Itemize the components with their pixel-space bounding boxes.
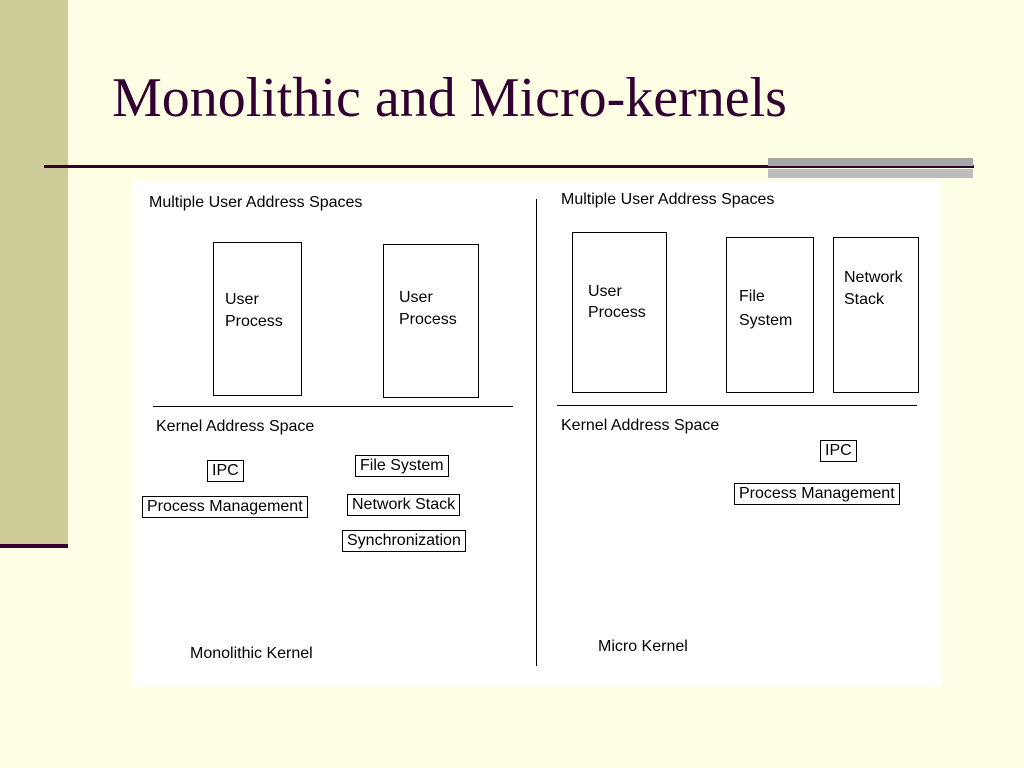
mono-space-divider xyxy=(153,406,513,407)
mono-user-box-1-line1: User xyxy=(225,291,259,308)
sidebar-band xyxy=(0,0,68,546)
mono-user-process-box-1 xyxy=(213,242,302,396)
mono-caption: Monolithic Kernel xyxy=(190,645,313,662)
micro-process-management-component: Process Management xyxy=(734,483,900,505)
mono-synchronization-component: Synchronization xyxy=(342,530,466,552)
mono-process-management-component: Process Management xyxy=(142,496,308,518)
micro-user-box-3-line2: Stack xyxy=(844,291,885,308)
mono-user-box-2-line1: User xyxy=(399,289,433,306)
mono-kernel-space-label: Kernel Address Space xyxy=(156,418,315,435)
mono-file-system-component: File System xyxy=(355,455,449,477)
title-rule-accent xyxy=(768,158,973,178)
micro-user-space-label: Multiple User Address Spaces xyxy=(561,191,775,208)
mono-user-box-2-line2: Process xyxy=(399,311,457,328)
kernel-diagram xyxy=(133,181,941,686)
micro-user-box-3-line1: Network xyxy=(844,269,903,286)
micro-kernel-space-label: Kernel Address Space xyxy=(561,417,720,434)
micro-space-divider xyxy=(557,405,917,406)
micro-user-box-2-line1: File xyxy=(739,288,765,305)
micro-user-box-1-line1: User xyxy=(588,283,622,300)
micro-file-system-box xyxy=(726,237,814,393)
micro-user-box-1-line2: Process xyxy=(588,304,646,321)
micro-ipc-component: IPC xyxy=(820,440,857,462)
micro-user-process-box xyxy=(572,232,667,393)
mono-user-process-box-2 xyxy=(383,244,479,398)
mono-user-space-label: Multiple User Address Spaces xyxy=(149,194,363,211)
micro-user-box-2-line2: System xyxy=(739,312,793,329)
slide-title: Monolithic and Micro-kernels xyxy=(112,67,787,129)
mono-network-stack-component: Network Stack xyxy=(347,494,460,516)
micro-caption: Micro Kernel xyxy=(598,638,688,655)
sidebar-rule xyxy=(0,544,68,548)
mono-user-box-1-line2: Process xyxy=(225,313,283,330)
mono-ipc-component: IPC xyxy=(207,460,244,482)
center-divider xyxy=(536,199,537,666)
micro-network-stack-box xyxy=(833,237,919,393)
